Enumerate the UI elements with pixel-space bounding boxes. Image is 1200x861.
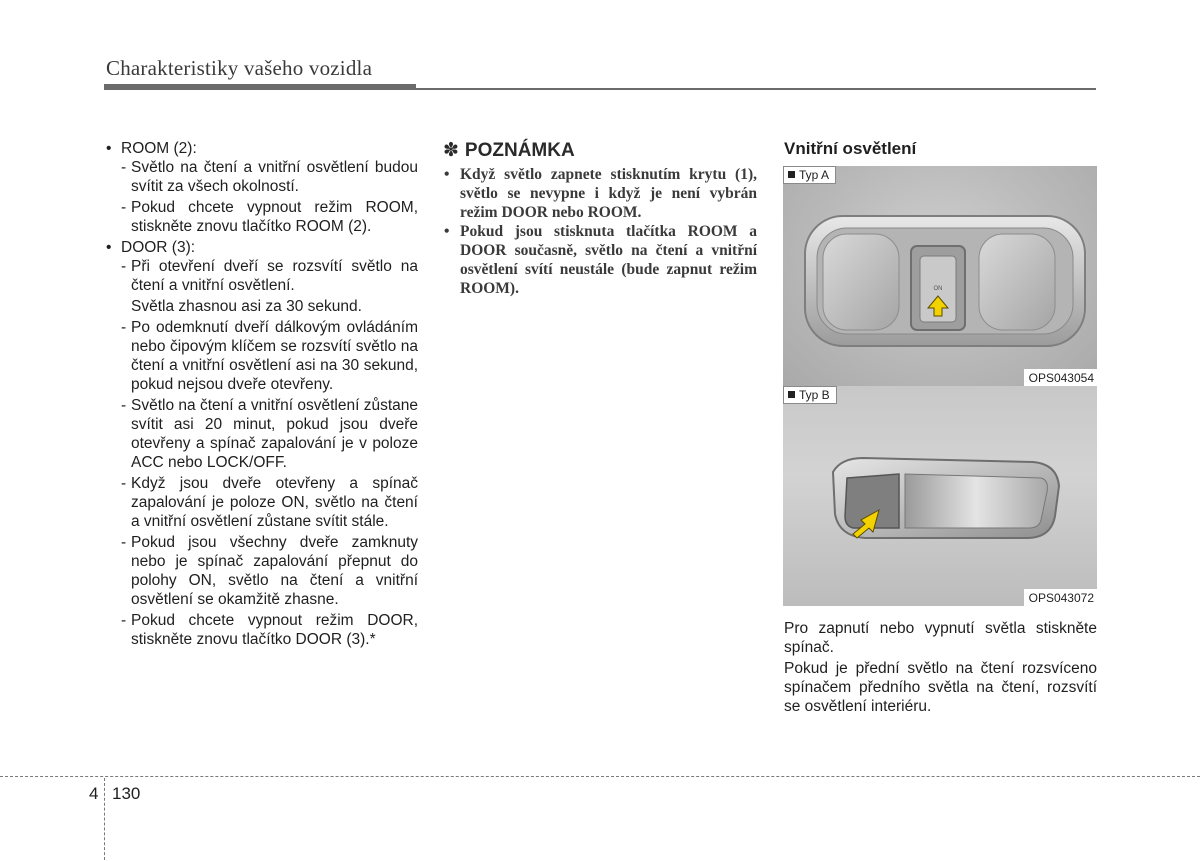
note-item: • Pokud jsou stisknuta tlačítka ROOM a DOOR současně, světlo na čtení a vnitřní osvětlení svítí neustále (bude zapnut režim ROOM). <box>444 223 757 297</box>
header-rule-thick <box>104 84 416 90</box>
figure-type-b-tag: Typ B <box>783 386 837 404</box>
door-mode-detail: - Když jsou dveře otevřeny a spínač zapalování je poloze ON, světlo na čtení a vnitřní osvětlení zůstane svítit stále. <box>121 475 418 530</box>
figure-type-b-code: OPS043072 <box>1024 589 1097 606</box>
door-mode-detail: - Světlo na čtení a vnitřní osvětlení zůstane svítit asi 20 minut, pokud jsou dveře otevřeny a spínač zapalování je v poloze ACC nebo LOCK/OFF. <box>121 397 418 471</box>
square-bullet-icon <box>788 171 795 178</box>
room-mode-detail: - Světlo na čtení a vnitřní osvětlení budou svítit za všech okolností. <box>121 159 418 195</box>
note-heading <box>443 139 575 162</box>
figure-type-a <box>783 166 1097 386</box>
room-mode-item <box>104 139 418 236</box>
bullet-icon: • <box>106 140 112 157</box>
door-mode-label: DOOR (3): <box>121 239 196 256</box>
door-mode-detail-continuation: Světla zhasnou asi za 30 sekund. <box>131 298 362 315</box>
svg-text:ON: ON <box>933 286 943 292</box>
header-rule-thin <box>416 88 1096 90</box>
right-column-text <box>784 619 1097 718</box>
bullet-icon: • <box>444 223 450 240</box>
overhead-lamp-a-illustration <box>783 166 1097 386</box>
bullet-icon: • <box>106 239 112 256</box>
left-column <box>104 139 418 651</box>
note-item: • Když světlo zapnete stisknutím krytu (1), světlo se nevypne i když je není vybrán režim DOOR nebo ROOM. <box>444 166 757 221</box>
footer-vertical-dashed-rule <box>104 778 105 860</box>
figure-type-b <box>783 386 1097 606</box>
section-number: 4 <box>89 784 99 803</box>
door-mode-detail: - Pokud chcete vypnout režim DOOR, stiskněte znovu tlačítko DOOR (3).* <box>121 612 418 648</box>
door-mode-item <box>104 238 418 649</box>
body-paragraph: Pokud je přední světlo na čtení rozsvíceno spínačem předního světla na čtení, rozsvítí se osvětlení interiéru. <box>784 660 1097 715</box>
overhead-lamp-b-illustration <box>783 386 1097 606</box>
note-body <box>444 165 757 298</box>
footer-dashed-rule <box>0 776 1200 777</box>
room-mode-detail: - Pokud chcete vypnout režim ROOM, stiskněte znovu tlačítko ROOM (2). <box>121 199 418 235</box>
figure-type-a-code: OPS043054 <box>1024 369 1097 386</box>
page-header-title: Charakteristiky vašeho vozidla <box>106 56 373 80</box>
door-mode-detail: - Při otevření dveří se rozsvítí světlo na čtení a vnitřní osvětlení. <box>121 258 418 294</box>
note-heading-text: POZNÁMKA <box>464 140 575 161</box>
square-bullet-icon <box>788 391 795 398</box>
note-star-icon: ✽ <box>443 140 459 161</box>
figure-type-a-tag: Typ A <box>783 166 836 184</box>
section-heading: Vnitřní osvětlení <box>784 139 917 158</box>
page-number: 130 <box>112 784 141 803</box>
door-mode-detail: - Po odemknutí dveří dálkovým ovládáním nebo čipovým klíčem se rozsvítí světlo na čtení a vnitřní osvětlení asi na 30 sekund, pokud nejsou dveře otevřeny. <box>121 319 418 393</box>
door-mode-detail: - Pokud jsou všechny dveře zamknuty nebo je spínač zapalování přepnut do polohy ON, světlo na čtení a vnitřní osvětlení se okamžitě zhasne. <box>121 534 418 608</box>
bullet-icon: • <box>444 166 450 183</box>
room-mode-label: ROOM (2): <box>121 140 197 157</box>
body-paragraph: Pro zapnutí nebo vypnutí světla stiskněte spínač. <box>784 620 1097 656</box>
